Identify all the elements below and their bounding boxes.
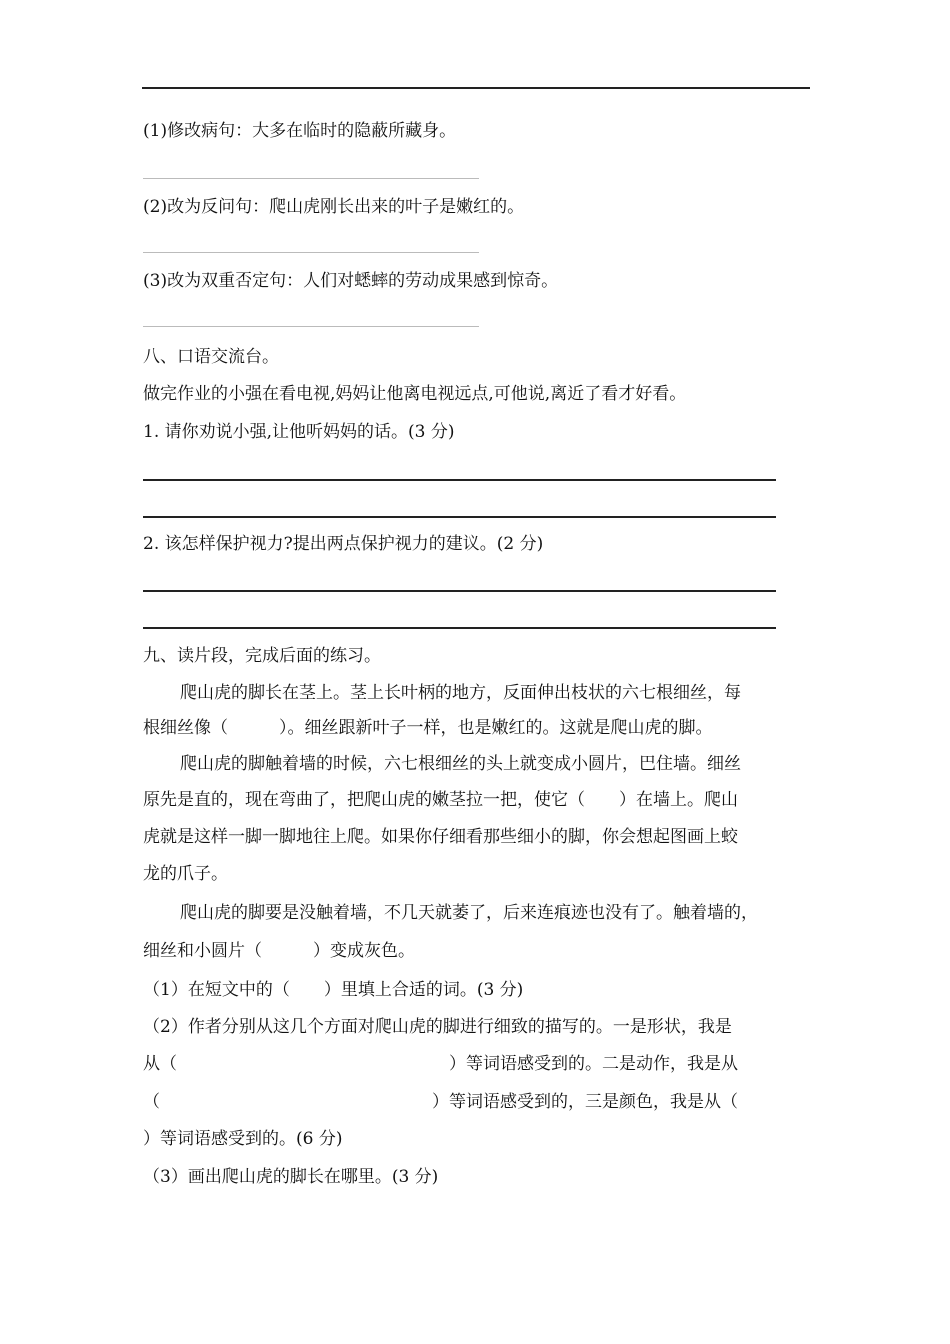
passage-p2-line-2: 原先是直的，现在弯曲了，把爬山虎的嫩茎拉一把，使它（ ）在墙上。爬山 — [143, 790, 738, 810]
question-9-2-line-4: ）等词语感受到的。(6 分) — [143, 1129, 343, 1149]
section-8-title: 八、口语交流台。 — [143, 347, 279, 367]
question-9-2-line-1: （2）作者分别从这几个方面对爬山虎的脚进行细致的描写的。一是形状，我是 — [143, 1017, 732, 1037]
answer-line-2[interactable] — [143, 252, 479, 253]
question-9-2-line-2: 从（ ）等词语感受到的。二是动作，我是从 — [143, 1054, 738, 1074]
passage-p3-line-1: 爬山虎的脚要是没触着墙，不几天就萎了，后来连痕迹也没有了。触着墙的， — [180, 903, 758, 923]
top-divider — [142, 87, 810, 89]
passage-p3-line-2: 细丝和小圆片（ ）变成灰色。 — [143, 941, 415, 961]
section-8-item-1: 1. 请你劝说小强,让他听妈妈的话。(3 分) — [143, 422, 455, 442]
rewrite-item-2: (2)改为反问句：爬山虎刚长出来的叶子是嫩红的。 — [143, 197, 525, 217]
answer-line-1[interactable] — [143, 178, 479, 179]
section-8-item-2: 2. 该怎样保护视力?提出两点保护视力的建议。(2 分) — [143, 534, 544, 554]
passage-p2-line-4: 龙的爪子。 — [143, 864, 228, 884]
rewrite-item-1: (1)修改病句：大多在临时的隐蔽所藏身。 — [143, 121, 457, 141]
question-9-3: （3）画出爬山虎的脚长在哪里。(3 分) — [143, 1167, 439, 1187]
section-9-title: 九、读片段，完成后面的练习。 — [143, 646, 381, 666]
answer-line-7[interactable] — [143, 627, 776, 629]
passage-p1-line-1: 爬山虎的脚长在茎上。茎上长叶柄的地方，反面伸出枝状的六七根细丝，每 — [180, 683, 741, 703]
question-9-2-line-3: （ ）等词语感受到的，三是颜色，我是从（ — [143, 1092, 738, 1112]
answer-line-6[interactable] — [143, 590, 776, 592]
rewrite-item-3: (3)改为双重否定句：人们对蟋蟀的劳动成果感到惊奇。 — [143, 271, 559, 291]
answer-line-5[interactable] — [143, 516, 776, 518]
answer-line-4[interactable] — [143, 479, 776, 481]
passage-p2-line-3: 虎就是这样一脚一脚地往上爬。如果你仔细看那些细小的脚，你会想起图画上蛟 — [143, 827, 738, 847]
section-8-intro: 做完作业的小强在看电视,妈妈让他离电视远点,可他说,离近了看才好看。 — [143, 384, 687, 404]
passage-p1-line-2: 根细丝像（ ）。细丝跟新叶子一样，也是嫩红的。这就是爬山虎的脚。 — [143, 718, 713, 738]
passage-p2-line-1: 爬山虎的脚触着墙的时候，六七根细丝的头上就变成小圆片，巴住墙。细丝 — [180, 754, 741, 774]
answer-line-3[interactable] — [143, 326, 479, 327]
question-9-1: （1）在短文中的（ ）里填上合适的词。(3 分) — [143, 980, 524, 1000]
